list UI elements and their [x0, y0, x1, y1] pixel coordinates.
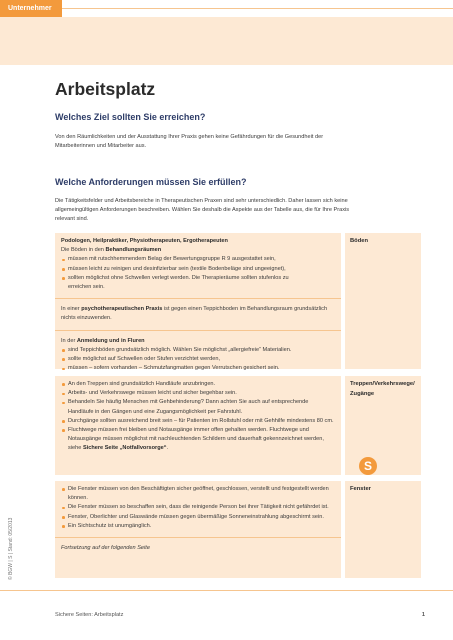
list-item: Durchgänge sollten ausreichend breit sein – für Patienten im Rollstuhl oder mit Gehhilfe mindestens 80 cm.	[61, 417, 335, 426]
continue-note: Fortsetzung auf der folgenden Seite	[61, 545, 150, 552]
fenster-list	[61, 485, 335, 531]
boeden-intro-sub: Die Böden in den Behandlungsräumen	[61, 247, 162, 254]
footer-rule	[0, 590, 453, 591]
treppen-list	[61, 380, 335, 454]
page-title: Arbeitsplatz	[55, 79, 156, 99]
section1-text: Von den Räumlichkeiten und der Ausstattung Ihrer Praxis gehen keine Gefährdungen für die Gesundheit der Mitarbeiterinnen und Mitarbeiter aus.	[55, 134, 324, 150]
list-item: müssen leicht zu reinigen und desinfizierbar sein (textile Bodenbeläge sind ungeeignet),	[61, 265, 335, 274]
sichere-seite-logo-icon[interactable]: S	[359, 457, 377, 475]
treppen-box	[55, 376, 341, 475]
divider	[55, 330, 341, 331]
boeden-flur-list	[61, 346, 335, 374]
fenster-label-cell	[345, 481, 421, 578]
section-tab-label: Unternehmer	[8, 5, 52, 12]
list-item: Die Fenster müssen so beschaffen sein, dass die reinigende Person bei ihrer Tätigkeit nicht gefährdet ist.	[61, 503, 335, 512]
list-item: Ein Sichtschutz ist unumgänglich.	[61, 522, 335, 531]
fenster-label: Fenster	[350, 486, 371, 492]
section2-heading: Welche Anforderungen müssen Sie erfüllen?	[55, 177, 247, 187]
boeden-box	[55, 233, 341, 372]
page-number: 1	[421, 612, 425, 618]
list-item: Behandeln Sie häufig Menschen mit Gehbehinderung? Dann achten Sie auch auf entsprechende Handläufe in den Gängen und eine Zugangsmöglichkeit per Fahrstuhl.	[61, 398, 335, 416]
boeden-flur-text: In der Anmeldung und in Fluren	[61, 337, 145, 344]
treppen-label: Treppen/Verkehrswege/ Zugänge	[350, 381, 415, 397]
list-item: Die Fenster müssen von den Beschäftigten sicher geöffnet, geschlossen, verstellt und festgestellt werden können.	[61, 485, 335, 503]
boeden-psych-text: In einer psychotherapeutischen Praxis ist gegen einen Teppichboden im Behandlungsraum grundsätzlich nichts einzuwenden.	[61, 306, 328, 322]
header-band	[0, 17, 453, 65]
fenster-box	[55, 481, 341, 578]
header-rule	[62, 8, 453, 9]
section-tab	[0, 0, 62, 17]
list-item: müssen – sofern vorhanden – Schmutzfangmatten gegen Verrutschen gesichert sein.	[61, 364, 335, 373]
boeden-label-cell	[345, 233, 421, 369]
section2-text: Die Tätigkeitsfelder und Arbeitsbereiche in Therapeutischen Praxen sind sehr unterschiedlich. Daher lassen sich keine allgemeingültigen Anforderungen beschreiben. Wählen Sie deshalb die Aspekte aus der Tabelle aus, die für Ihre Praxis relevant sind.	[55, 198, 350, 223]
section1-heading: Welches Ziel sollten Sie erreichen?	[55, 112, 206, 122]
list-item: sollten möglichst ohne Schwellen verlegt werden. Die Therapieräume sollten stufenlos zu	[61, 274, 335, 283]
list-item: Arbeits- und Verkehrswege müssen leicht und sicher begehbar sein.	[61, 389, 335, 398]
footer-title: Sichere Seiten: Arbeitsplatz	[55, 612, 124, 618]
divider	[55, 298, 341, 299]
boeden-list	[61, 255, 335, 292]
list-item: sind Teppichböden grundsätzlich möglich. Wählen Sie möglichst „allergiefreie“ Materialien.	[61, 346, 335, 355]
boeden-intro-heading: Podologen, Heilpraktiker, Physiotherapeuten, Ergotherapeuten	[61, 238, 228, 244]
divider	[55, 537, 341, 538]
treppen-label-cell	[345, 376, 421, 475]
copyright-vertical: © BGW | S | Stand: 05/2013	[8, 517, 14, 580]
list-item-continuation: erreichen sein.	[68, 284, 105, 291]
notfall-link[interactable]: Sichere Seite „Notfallvorsorge“	[82, 445, 167, 452]
list-item: müssen mit rutschhemmendem Belag der Bewertungsgruppe R 9 ausgestattet sein,	[61, 255, 335, 264]
list-item: An den Treppen sind grundsätzlich Handläufe anzubringen.	[61, 380, 335, 389]
list-item: sollte möglichst auf Schwellen oder Stufen verzichtet werden,	[61, 355, 335, 364]
list-item: Fenster, Oberlichter und Glaswände müssen gegen übermäßige Sonneneinstrahlung abgeschirmt sein.	[61, 513, 335, 522]
boeden-label: Böden	[350, 238, 369, 244]
list-item: Fluchtwege müssen frei bleiben und Notausgänge immer offen gehalten werden. Fluchtwege und Notausgänge müssen möglichst mit nachleuchtenden Schildern und dauerhaft gekennzeichnet werden, siehe Sichere Seite „Notfallvorsorge“.	[61, 426, 335, 454]
